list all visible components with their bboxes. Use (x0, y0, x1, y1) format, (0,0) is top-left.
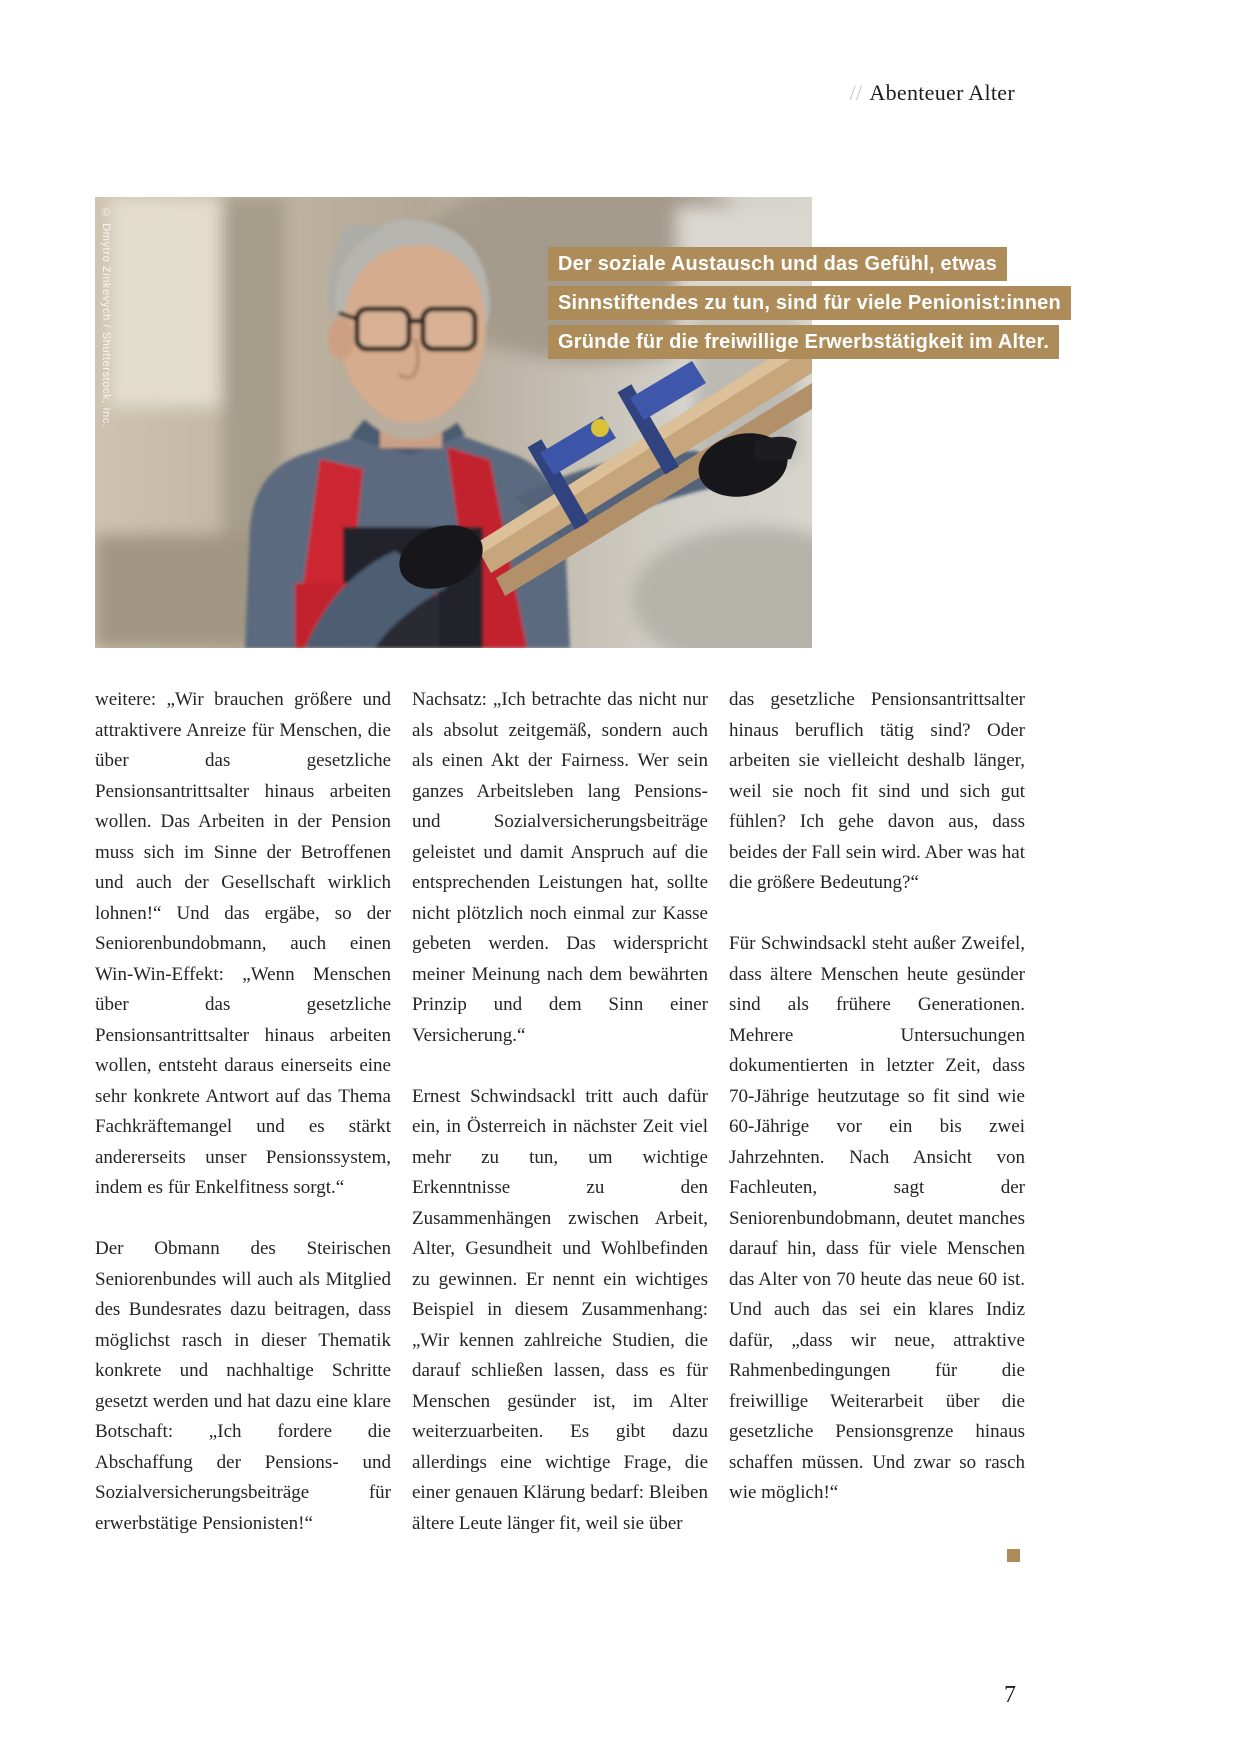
photo-credit: © Dmytro Zinkevych / Shutterstock, Inc. (100, 207, 112, 428)
paragraph: weitere: „Wir brauchen größere und attraktivere Anreize für Menschen, die über das gesetzliche Pensionsantrittsalter hinaus arbeiten wollen. Das Arbeiten in der Pension muss sich im Sinne der Betroffenen und auch der Gesellschaft wirklich lohnen!“ Und das ergäbe, so der Seniorenbundobmann, auch einen Win-Win-Effekt: „Wenn Menschen über das gesetzliche Pensionsantrittsalter hinaus arbeiten wollen, entsteht daraus einerseits eine sehr konkrete Antwort auf das Thema Fachkräftemangel und es stärkt andererseits unser Pensionssystem, indem es für Enkelfitness sorgt.“ (95, 689, 391, 1198)
article-column-3 (729, 685, 1025, 1539)
page-number: 7 (1004, 1682, 1016, 1708)
article-column-2 (412, 685, 708, 1539)
article-body (95, 685, 1025, 1539)
caption-line: Sinnstiftendes zu tun, sind für viele Penionist:innen (548, 286, 1071, 320)
header-section-title: Abenteuer Alter (869, 80, 1015, 105)
paragraph: Der Obmann des Steirischen Seniorenbundes will auch als Mitglied des Bundesrates dazu beitragen, dass möglichst rasch in dieser Thematik konkrete und nachhaltige Schritte gesetzt werden und hat dazu eine klare Botschaft: „Ich fordere die Abschaffung der Pensions- und Sozialversicherungsbeiträge für erwerbstätige Pensionisten!“ (95, 1238, 391, 1534)
paragraph: Nachsatz: „Ich betrachte das nicht nur als absolut zeitgemäß, sondern auch als einen Akt der Fairness. Wer sein ganzes Arbeitsleben lang Pensions- und Sozialversicherungsbeiträge geleistet und damit Anspruch auf die entsprechenden Leistungen hat, sollte nicht plötzlich noch einmal zur Kasse gebeten werden. Das widerspricht meiner Meinung nach dem bewährten Prinzip und dem Sinn einer Versicherung.“ (412, 689, 708, 1046)
photo-caption (548, 247, 1128, 364)
paragraph: Für Schwindsackl steht außer Zweifel, dass ältere Menschen heute gesünder sind als frühere Generationen. Mehrere Untersuchungen dokumentierten in letzter Zeit, dass 70-Jährige heutzutage so fit sind wie 60-Jährige vor ein bis zwei Jahrzehnten. Nach Ansicht von Fachleuten, sagt der Seniorenbundobmann, deutet manches darauf hin, dass für viele Menschen das Alter von 70 heute das neue 60 ist. Und auch das sei ein klares Indiz dafür, „dass wir neue, attraktive Rahmenbedingungen für die freiwillige Weiterarbeit über die gesetzliche Pensionsgrenze hinaus schaffen müssen. Und zwar so rasch wie möglich!“ (729, 933, 1025, 1503)
paragraph: das gesetzliche Pensionsantrittsalter hinaus beruflich tätig sind? Oder arbeiten sie vielleicht deshalb länger, weil sie noch fit sind und sich gut fühlen? Ich gehe davon aus, dass beides der Fall sein wird. Aber was hat die größere Bedeutung?“ (729, 689, 1025, 893)
caption-line: Der soziale Austausch und das Gefühl, etwas (548, 247, 1007, 281)
caption-line: Gründe für die freiwillige Erwerbstätigkeit im Alter. (548, 325, 1059, 359)
page-header (850, 80, 1015, 106)
article-column-1 (95, 685, 391, 1539)
paragraph: Ernest Schwindsackl tritt auch dafür ein, in Österreich in nächster Zeit viel mehr zu tun, um wichtige Erkenntnisse zu den Zusammenhängen zwischen Arbeit, Alter, Gesundheit und Wohlbefinden zu gewinnen. Er nennt ein wichtiges Beispiel in diesem Zusammenhang: „Wir kennen zahlreiche Studien, die darauf schließen lassen, dass es für Menschen gesünder ist, im Alter weiterzuarbeiten. Es gibt dazu allerdings eine wichtige Frage, die einer genauen Klärung bedarf: Bleiben ältere Leute länger fit, weil sie über (412, 1085, 708, 1534)
end-of-article-marker (1007, 1549, 1020, 1562)
photo-region (95, 197, 1061, 648)
header-slashes-icon: // (849, 80, 863, 105)
